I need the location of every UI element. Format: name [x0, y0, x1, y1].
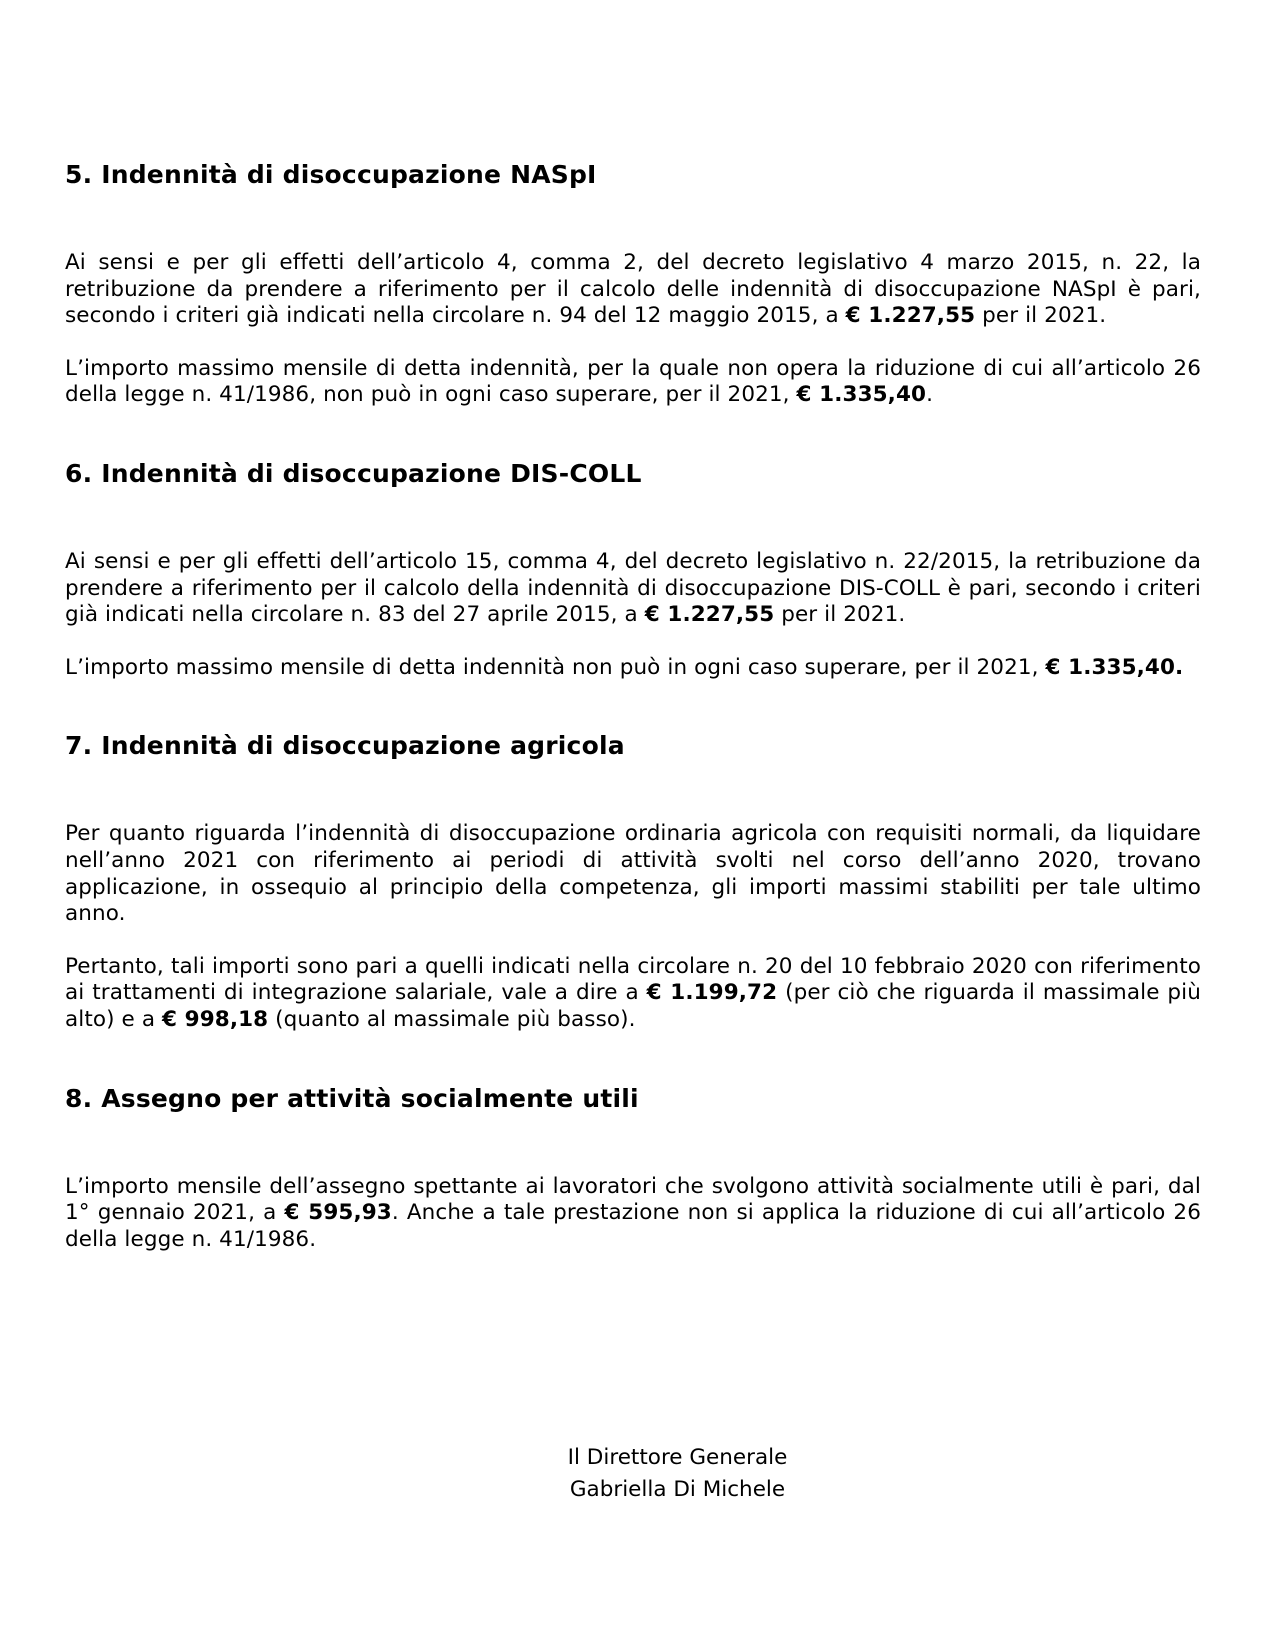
amount: € 1.227,55: [845, 303, 976, 329]
paragraph: L’importo massimo mensile di detta indennità non può in ogni caso superare, per il 2021, € 1.335,40.: [65, 654, 1184, 680]
section-naspi: [65, 158, 1201, 409]
amount: € 1.335,40.: [1045, 654, 1184, 680]
amount: € 1.335,40: [796, 382, 927, 408]
section-agricola: [65, 729, 1201, 1033]
paragraph: L’importo mensile dell’assegno spettante ai lavoratori che svolgono attività socialmente utili è pari, dal 1° gennaio 2021, a € 595,93. Anche a tale prestazione non si applica la riduzione di cui all’articolo 26 della legge n. 41/1986.: [65, 1173, 1201, 1252]
section-lsu: [65, 1082, 1201, 1254]
section-heading: 8. Assegno per attività socialmente utili: [65, 1083, 639, 1113]
amount: € 1.227,55: [644, 602, 775, 628]
paragraph: Ai sensi e per gli effetti dell’articolo 4, comma 2, del decreto legislativo 4 marzo 2015, n. 22, la retribuzione da prendere a riferimento per il calcolo delle indennità di disoccupazione NASpI è pari, secondo i criteri già indicati nella circolare n. 94 del 12 maggio 2015, a € 1.227,55 per il 2021.: [65, 250, 1201, 329]
section-dis-coll: [65, 457, 1201, 681]
signature-block: [40, 1442, 1275, 1506]
signature-title: Il Direttore Generale: [567, 1445, 788, 1470]
amount: € 1.199,72: [646, 980, 778, 1006]
amount: € 595,93: [284, 1200, 392, 1226]
paragraph: Ai sensi e per gli effetti dell’articolo 15, comma 4, del decreto legislativo n. 22/2015, la retribuzione da prendere a riferimento per il calcolo della indennità di disoccupazione DIS-COLL è pari, secondo i criteri già indicati nella circolare n. 83 del 27 aprile 2015, a € 1.227,55 per il 2021.: [65, 548, 1201, 628]
paragraph: Pertanto, tali importi sono pari a quelli indicati nella circolare n. 20 del 10 febbraio 2020 con riferimento ai trattamenti di integrazione salariale, vale a dire a € 1.199,72 (per ciò che riguarda il massimale più alto) e a € 998,18 (quanto al massimale più basso).: [65, 953, 1201, 1032]
signature-name: Gabriella Di Michele: [569, 1477, 786, 1502]
amount: € 998,18: [162, 1006, 269, 1032]
paragraph: L’importo massimo mensile di detta indennità, per la quale non opera la riduzione di cui all’articolo 26 della legge n. 41/1986, non può in ogni caso superare, per il 2021, € 1.335,40.: [65, 355, 1201, 408]
section-heading: 7. Indennità di disoccupazione agricola: [65, 731, 625, 761]
document-body: [65, 158, 1201, 1253]
section-heading: 6. Indennità di disoccupazione DIS-COLL: [65, 458, 642, 488]
paragraph: Per quanto riguarda l’indennità di disoccupazione ordinaria agricola con requisiti normali, da liquidare nell’anno 2021 con riferimento ai periodi di attività svolti nel corso dell’anno 2020, trovano applicazione, in ossequio al principio della competenza, gli importi massimi stabiliti per tale ultimo anno.: [65, 821, 1201, 927]
section-heading: 5. Indennità di disoccupazione NASpI: [65, 160, 597, 189]
